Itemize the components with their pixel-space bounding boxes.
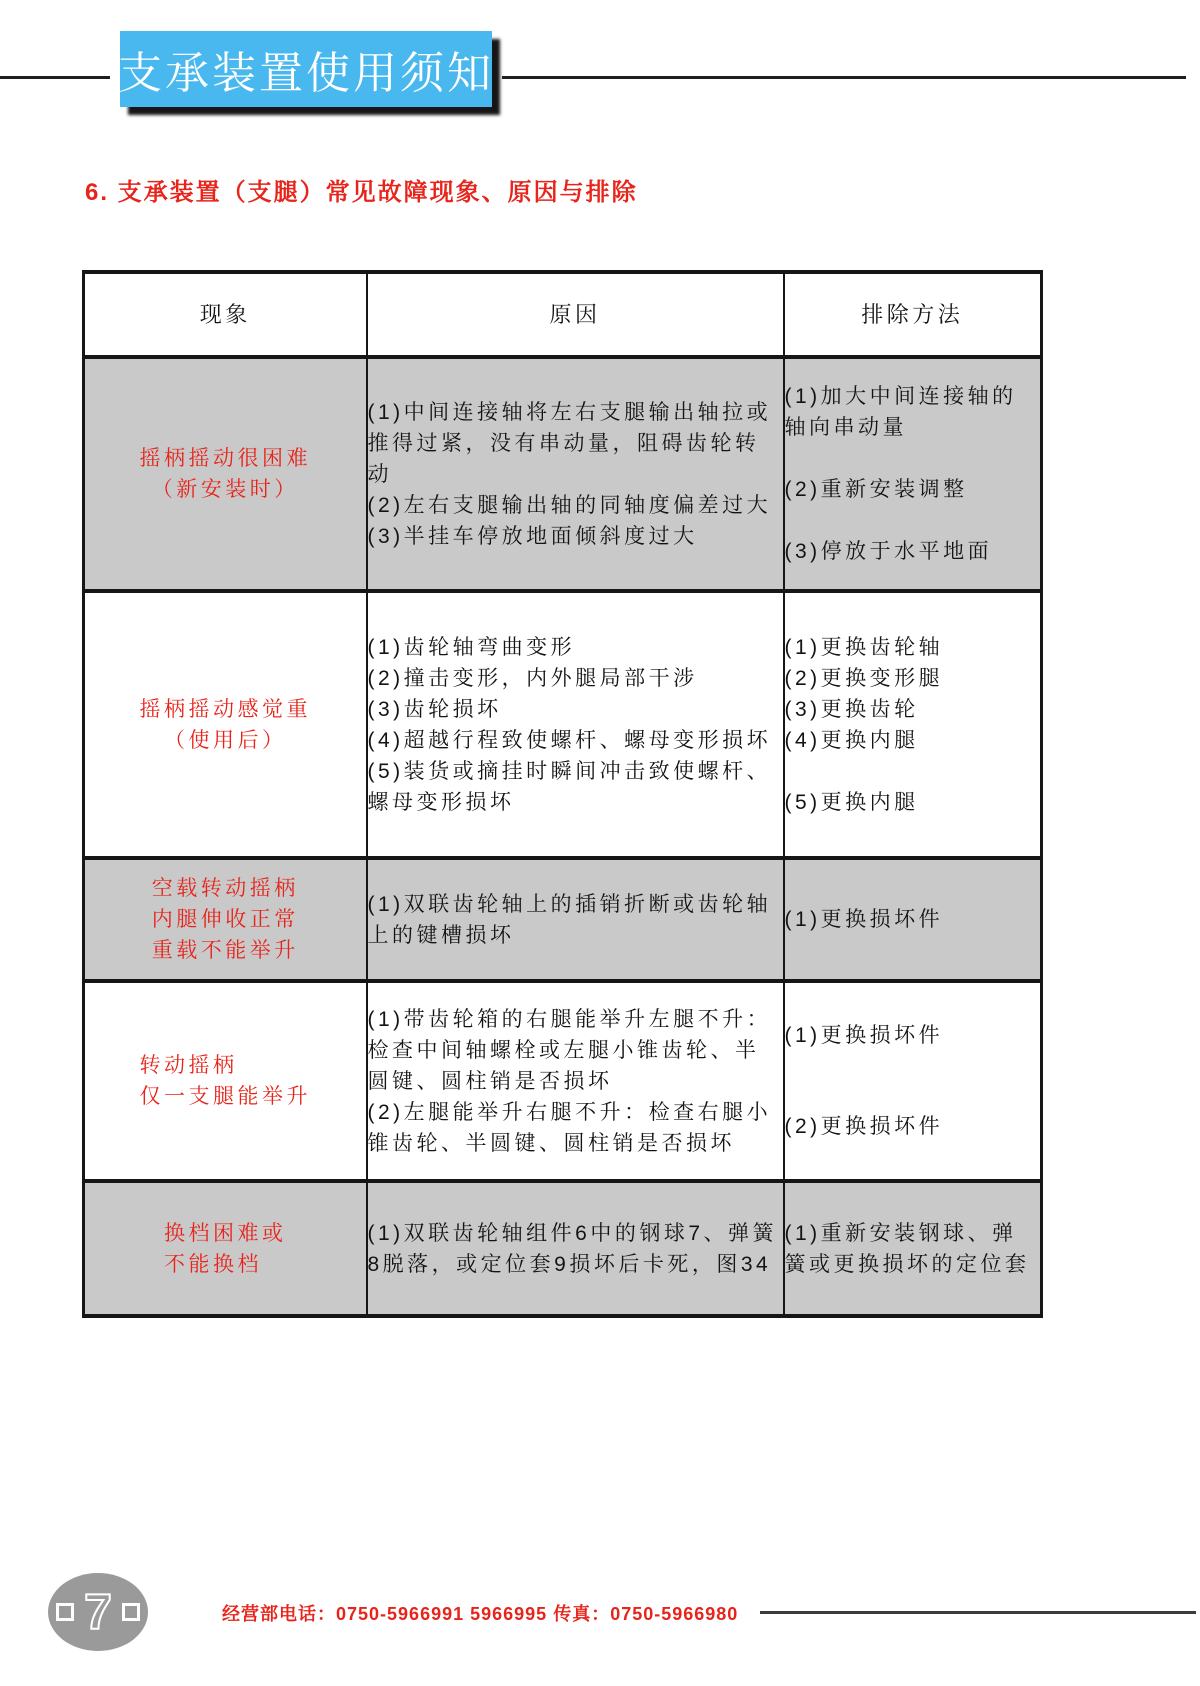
remedy-cell — [784, 357, 1042, 591]
cause-cell — [367, 981, 784, 1181]
phenomenon-text — [140, 694, 312, 756]
phenomenon-line: 仅一支腿能举升 — [139, 1085, 311, 1108]
page-number-ornament-left — [56, 1603, 74, 1621]
cause-item: (1)带齿轮箱的右腿能举升左腿不升：检查中间轴螺栓或左腿小锥齿轮、半圆键、圆柱销是否损坏 — [367, 1007, 772, 1093]
phenomenon-text — [140, 1050, 312, 1112]
table-row — [84, 357, 1042, 591]
table-row — [84, 981, 1042, 1181]
remedy-cell — [784, 591, 1042, 858]
phenomenon-text — [164, 1218, 287, 1280]
phenomenon-line: 重载不能举升 — [151, 939, 299, 962]
phenomenon-cell — [84, 858, 367, 981]
phenomenon-cell — [84, 357, 367, 591]
remedy-item: (1)更换齿轮轴 — [784, 635, 944, 659]
table-row — [84, 858, 1042, 981]
phenomenon-text — [152, 873, 299, 966]
table-row — [84, 591, 1042, 858]
remedy-item: (1)重新安装钢球、弹簧或更换损坏的定位套 — [784, 1221, 1030, 1276]
footer-contact: 经营部电话：0750-5966991 5966995 传真：0750-5966980 — [222, 1604, 739, 1624]
phenomenon-line: 转动摇柄 — [139, 1054, 238, 1077]
remedy-item: (1)更换损坏件 — [784, 1024, 944, 1047]
phenomenon-line: （使用后） — [164, 728, 287, 752]
remedy-item: (4)更换内腿 — [784, 728, 919, 752]
cause-item: (3)半挂车停放地面倾斜度过大 — [367, 524, 698, 548]
phenomenon-line: 空载转动摇柄 — [151, 877, 299, 900]
cause-item: (1)中间连接轴将左右支腿输出轴拉或推得过紧，没有串动量，阻碍齿轮转动 — [367, 400, 772, 486]
remedy-item: (2)更换损坏件 — [784, 1115, 944, 1138]
page-title: 支承装置使用须知 — [118, 49, 494, 98]
cause-item: (1)齿轮轴弯曲变形 — [367, 635, 576, 659]
page-number-ornament-right — [122, 1603, 140, 1621]
remedy-item: (5)更换内腿 — [784, 790, 919, 814]
remedy-cell — [784, 858, 1042, 981]
cause-item: (4)超越行程致使螺杆、螺母变形损坏 — [367, 728, 772, 752]
remedy-item: (2)更换变形腿 — [784, 666, 944, 690]
phenomenon-line: （新安装时） — [151, 478, 299, 501]
cause-cell — [367, 357, 784, 591]
cause-item: (1)双联齿轮轴上的插销折断或齿轮轴上的键槽损坏 — [367, 892, 772, 947]
column-header-remedy: 排除方法 — [784, 272, 1042, 357]
cause-item: (2)撞击变形，内外腿局部干涉 — [367, 666, 698, 690]
phenomenon-line: 内腿伸收正常 — [151, 908, 299, 931]
remedy-item: (3)更换齿轮 — [784, 697, 919, 721]
remedy-cell — [784, 981, 1042, 1181]
cause-cell — [367, 591, 784, 858]
remedy-item: (3)停放于水平地面 — [784, 540, 993, 563]
phenomenon-line: 不能换档 — [164, 1252, 262, 1276]
table-header-row — [84, 272, 1042, 357]
cause-item: (5)装货或摘挂时瞬间冲击致使螺杆、螺母变形损坏 — [367, 759, 772, 814]
cause-item: (2)左腿能举升右腿不升：检查右腿小锥齿轮、半圆键、圆柱销是否损坏 — [367, 1100, 772, 1155]
table-row — [84, 1181, 1042, 1316]
phenomenon-line: 摇柄摇动感觉重 — [139, 697, 311, 721]
footer-rule — [760, 1611, 1196, 1614]
phenomenon-cell — [84, 981, 367, 1181]
section-heading: 6. 支承装置（支腿）常见故障现象、原因与排除 — [85, 179, 638, 206]
cause-item: (3)齿轮损坏 — [367, 697, 502, 721]
cause-cell — [367, 858, 784, 981]
fault-table — [82, 270, 1043, 1318]
phenomenon-line: 摇柄摇动很困难 — [139, 447, 311, 470]
phenomenon-cell — [84, 591, 367, 858]
page-number: 7 — [84, 1584, 112, 1640]
phenomenon-cell — [84, 1181, 367, 1316]
cause-cell — [367, 1181, 784, 1316]
page-title-banner — [120, 31, 492, 107]
page-number-badge — [48, 1573, 148, 1651]
column-header-phenomenon: 现象 — [84, 272, 367, 357]
remedy-item: (1)加大中间连接轴的轴向串动量 — [784, 385, 1017, 439]
column-header-cause: 原因 — [367, 272, 784, 357]
phenomenon-text — [140, 443, 312, 505]
cause-item: (1)双联齿轮轴组件6中的钢球7、弹簧8脱落，或定位套9损坏后卡死，图34 — [367, 1221, 778, 1276]
remedy-item: (1)更换损坏件 — [784, 908, 944, 931]
remedy-item: (2)重新安装调整 — [784, 478, 968, 501]
phenomenon-line: 换档困难或 — [164, 1221, 287, 1245]
remedy-cell — [784, 1181, 1042, 1316]
header-rule-right — [502, 76, 1186, 79]
header-rule-left — [0, 76, 110, 79]
cause-item: (2)左右支腿输出轴的同轴度偏差过大 — [367, 493, 772, 517]
